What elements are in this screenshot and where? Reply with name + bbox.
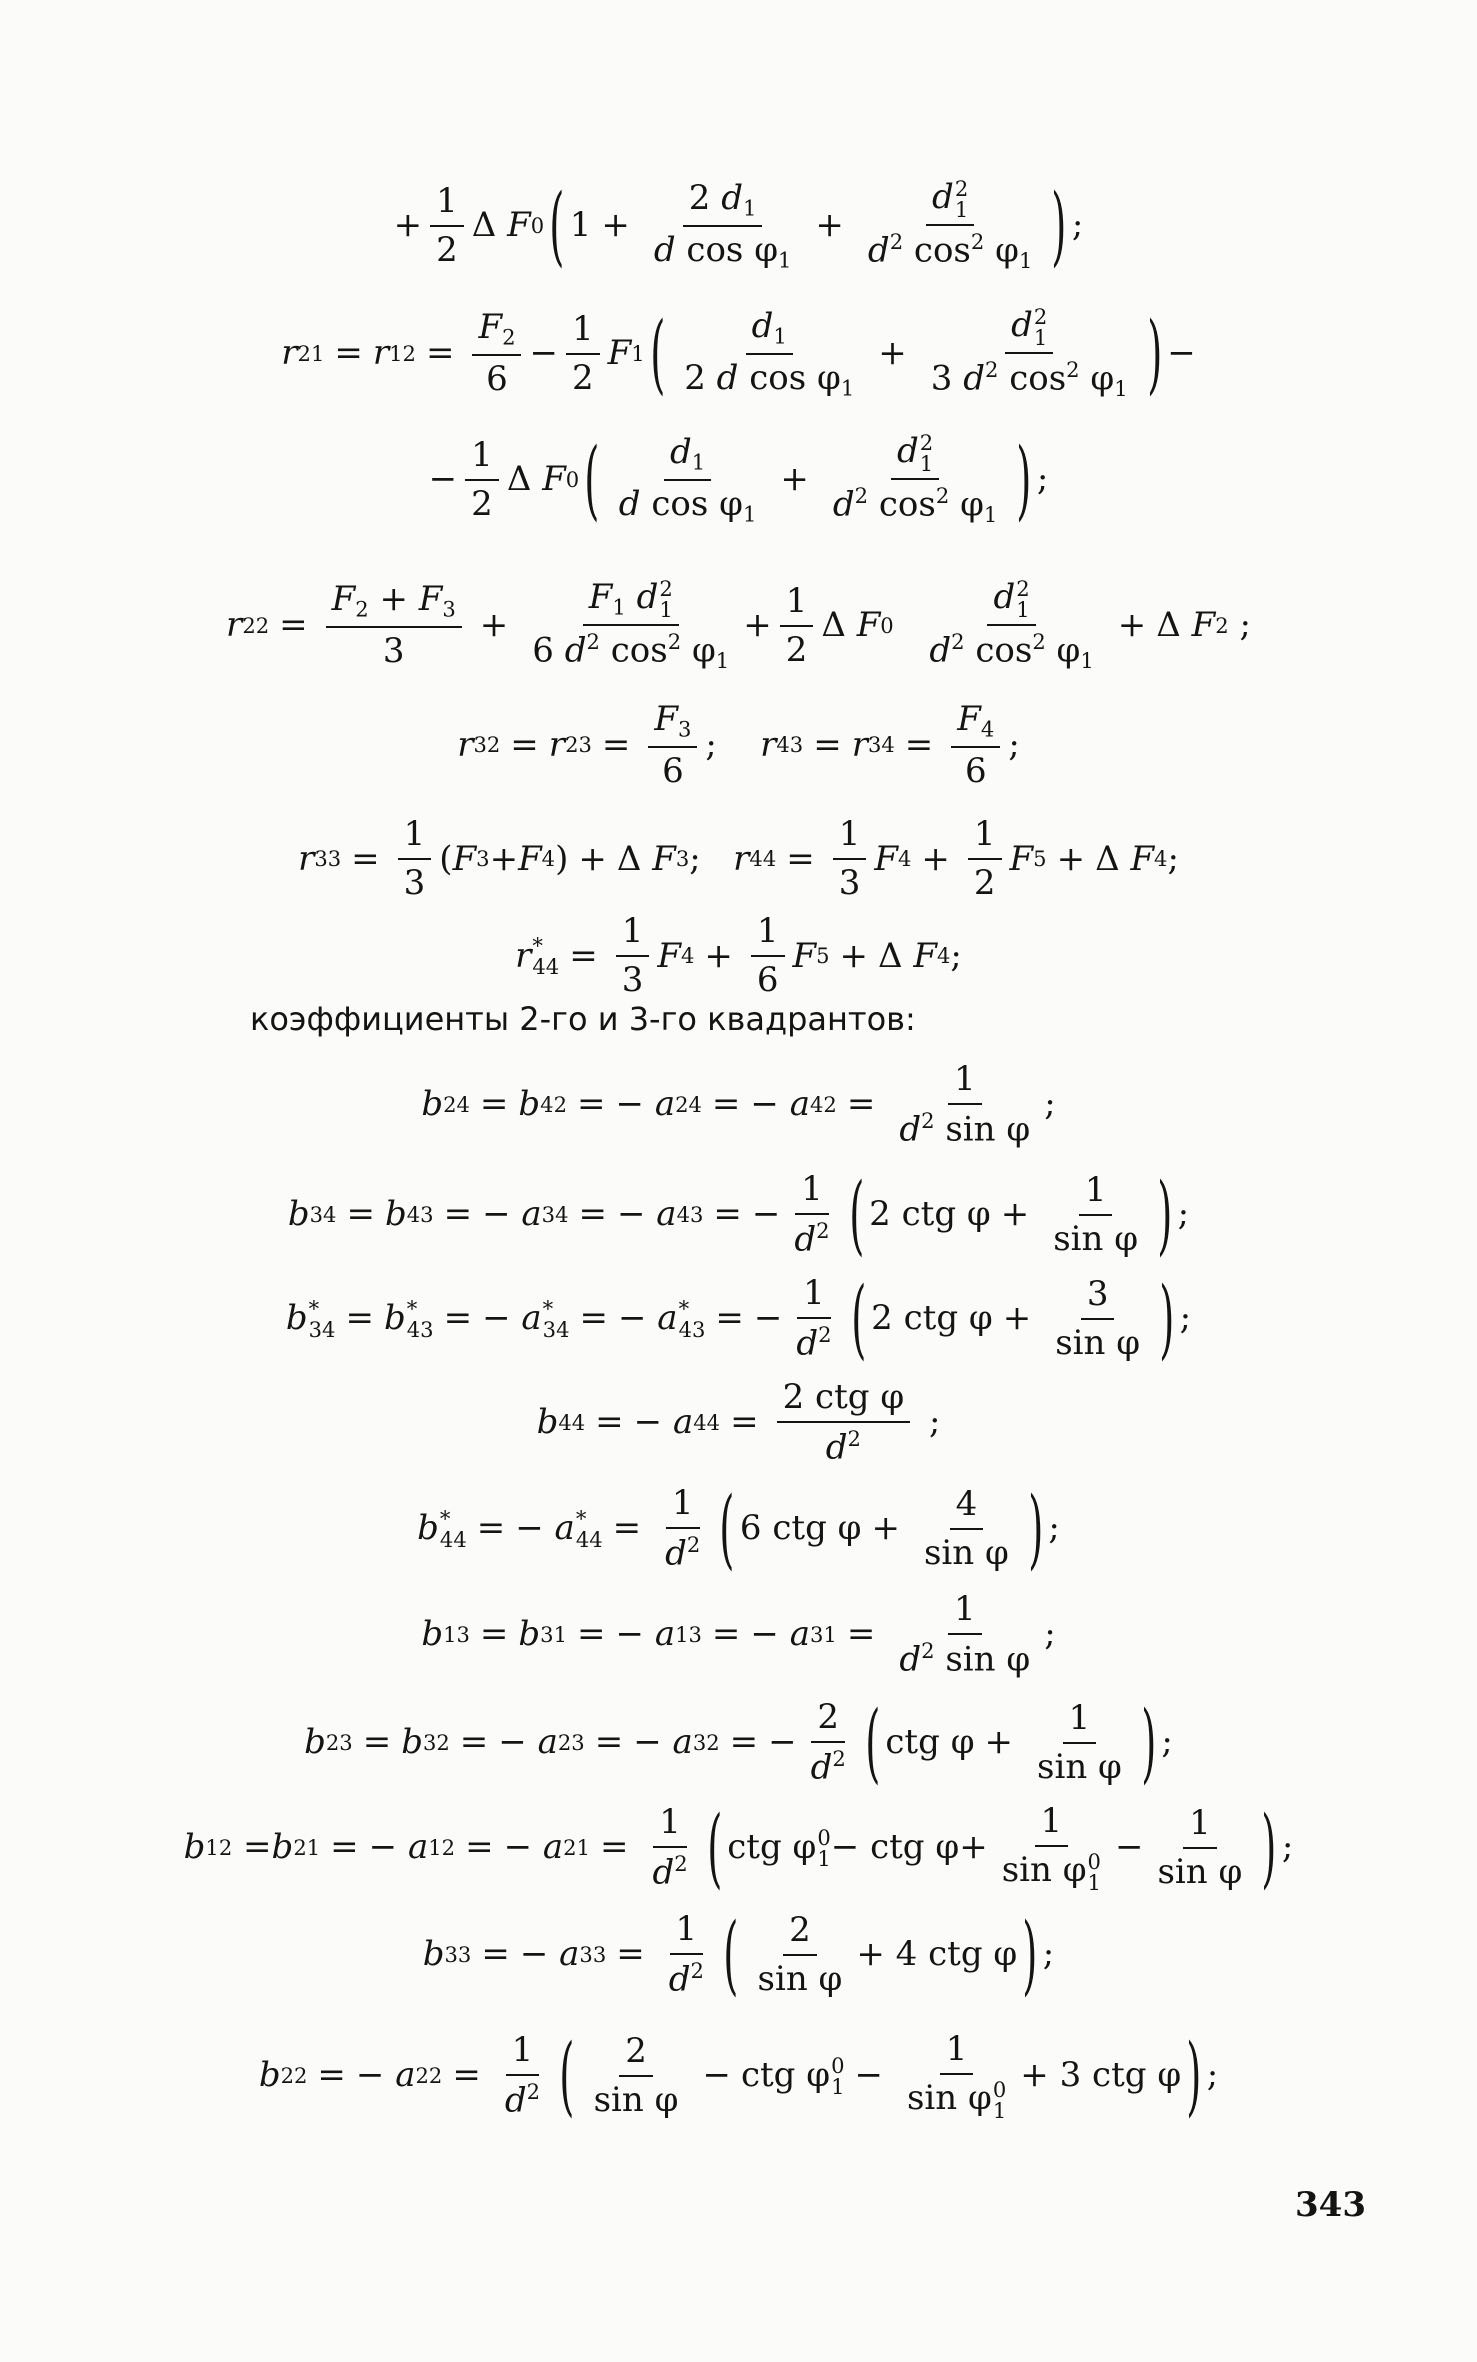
fraction: $\frac{1}{d^2}$: [652, 1801, 688, 1893]
equation-line-16: b 33 = − a 33 = $\frac{1}{d^2}$ ( $\frac{2}{\text{sin φ}}$ + 4 ctg φ ) ;: [422, 1904, 1055, 2005]
equation-line-11: b 44 = − a 44 = $\frac{\text{2 ctg φ}}{d^2}$ ;: [536, 1377, 941, 1468]
plus-sign: +: [393, 205, 423, 246]
fraction: $\frac{1}{d^2 \sin \varphi}$: [899, 1059, 1031, 1150]
fraction: [862, 178, 1038, 273]
right-paren: ): [1051, 175, 1067, 276]
fraction: $\frac{2}{\text{sin φ}}$: [593, 2030, 679, 2120]
equation-line-15: b 12 = b 21 = − a 12 = − a 21 = $\frac{1}{d^2}$ ( ctg φ 0 1 − ctg φ + 1 sin φ 0 1 − $\frac{1}{\text{sin φ}}$ ) ;: [183, 1797, 1294, 1898]
fraction: $F_1$ d 2 1 6 $d^2$ $\cos^2 \varphi_1$: [532, 576, 730, 674]
fraction: $\frac{2}{\text{sin φ}}$: [757, 1909, 843, 1999]
semicolon: ;: [1071, 205, 1084, 246]
left-paren: (: [584, 429, 600, 530]
delta-symbol: Δ: [471, 205, 497, 246]
equation-line-4: r 22 = $\frac{F_2 + F_3}{3}$ + $F_1$ d 2 1 6 $d^2$ $\cos^2 \varphi_1$ + $\frac{1}{2}$ Δ F 0 d 2 1 $d^2$ $\cos^2 \varphi_1$ + Δ F 2 ;: [226, 576, 1251, 674]
equation-line-14: b 23 = b 32 = − a 23 = − a 32 = − $\frac{2}{d^2}$ ( ctg φ + $\frac{1}{\text{sin φ}}$ ) ;: [304, 1692, 1173, 1793]
section-heading: коэффициенты 2-го и 3-го квадрантов:: [250, 1000, 916, 1038]
fraction: $\frac{1}{d^2}$: [794, 1169, 830, 1260]
fraction: $\frac{F_2}{6}$: [472, 308, 521, 399]
subscript: 0: [530, 212, 545, 238]
equation-line-13: b 13 = b 31 = − a 13 = − a 31 = $\frac{1}{d^2 \sin \varphi}$ ;: [421, 1589, 1056, 1680]
fraction: $\frac{1}{6}$: [751, 912, 785, 1000]
fraction: $\frac{1}{d^2}$: [665, 1483, 701, 1574]
fraction: d 2 1 $d^2$ $\cos^2 \varphi_1$: [929, 576, 1094, 674]
fraction: $\frac{1}{d^2 \sin \varphi}$: [899, 1589, 1031, 1680]
page-number: 343: [1295, 2185, 1366, 2225]
equation-line-8: b 24 = b 42 = − a 24 = − a 42 = $\frac{1}{d^2 \sin \varphi}$ ;: [421, 1059, 1056, 1150]
fraction: [430, 182, 464, 270]
equation-line-7: r * 44 = $\frac{1}{3}$ F 4 + $\frac{1}{6}$ F 5 + Δ F 4 ;: [515, 911, 962, 1001]
equation-line-2: r 21 = r 12 = $\frac{F_2}{6}$ − $\frac{1}{2}$ F 1 ( $\frac{d_1}{2 d \cos \varphi_1}$ + d 2 1 3 $d^2$ $\cos^2 \varphi_1$ ) −: [281, 303, 1196, 404]
fraction: $\frac{1}{2}$: [566, 310, 600, 398]
fraction: $\frac{1}{3}$: [398, 815, 432, 903]
fraction: $\frac{1}{d^2}$: [668, 1909, 704, 2000]
fraction: [648, 179, 798, 272]
denominator: 2: [436, 229, 458, 270]
fraction: $\frac{4}{\text{sin φ}}$: [923, 1483, 1009, 1573]
equation-line-17: b 22 = − a 22 = $\frac{1}{d^2}$ ( $\frac{2}{\text{sin φ}}$ − ctg φ 0 1 − 1 sin φ 0 1 + 3 ctg φ ) ;: [258, 2025, 1219, 2126]
fraction: 1 sin φ 0 1: [906, 2029, 1007, 2124]
fraction: $\frac{1}{2}$: [968, 815, 1002, 903]
fraction: d 2 1 3 $d^2$ $\cos^2 \varphi_1$: [930, 304, 1128, 402]
fraction: $\frac{1}{\text{sin φ}}$: [1157, 1802, 1243, 1892]
numerator: d 2 1: [926, 178, 974, 226]
numerator: 1: [430, 182, 464, 227]
fraction: $\frac{1}{\text{sin φ}}$: [1053, 1169, 1139, 1259]
equation-line-12: b * 44 = − a * 44 = $\frac{1}{d^2}$ ( 6 ctg φ + $\frac{4}{\text{sin φ}}$ ) ;: [417, 1478, 1060, 1579]
equation-line-9: b 34 = b 43 = − a 34 = − a 43 = − $\frac{1}{d^2}$ ( 2 ctg φ + $\frac{1}{\text{sin φ}}$ ) ;: [287, 1164, 1190, 1265]
fraction: $\frac{F_2 + F_3}{3}$: [326, 580, 462, 671]
fraction: $\frac{1}{3}$: [833, 815, 867, 903]
number: 1: [569, 205, 592, 246]
plus-sign: +: [815, 205, 844, 246]
equation-line-5: r 32 = r 23 = $\frac{F_3}{6}$ ; r 43 = r 34 = $\frac{F_4}{6}$ ;: [457, 699, 1020, 791]
fraction: $\frac{1}{d^2}$: [504, 2029, 541, 2121]
fraction: $\frac{d_1}{d \cos \varphi_1}$: [618, 432, 757, 526]
fraction: $\frac{\text{2 ctg φ}}{d^2}$: [777, 1378, 911, 1468]
numerator: 2 $d_1$: [683, 179, 763, 227]
fraction: $\frac{2}{d^2}$: [810, 1697, 846, 1788]
equation-line-1: [0, 175, 1477, 276]
symbol-F: F: [507, 205, 531, 246]
fraction: $\frac{1}{\text{sin φ}}$: [1037, 1697, 1122, 1787]
right-paren: ): [1146, 303, 1162, 404]
equation-line-3: − $\frac{1}{2}$ Δ F 0 ( $\frac{d_1}{d \cos \varphi_1}$ + d 2 1 $d^2$ $\cos^2 \varphi_1$ ) ;: [428, 429, 1049, 530]
fraction: $\frac{3}{\text{sin φ}}$: [1055, 1273, 1141, 1363]
denominator: $d^2$ $\cos^2 \varphi_1$: [867, 229, 1033, 274]
denominator: d $\cos \varphi_1$: [653, 229, 792, 272]
fraction: $\frac{F_3}{6}$: [648, 700, 697, 791]
fraction: $\frac{d_1}{2 d \cos \varphi_1}$: [684, 306, 855, 400]
fraction: $\frac{F_4}{6}$: [951, 700, 1000, 791]
left-paren: (: [549, 175, 565, 276]
fraction: $\frac{1}{3}$: [616, 912, 650, 1000]
plus-sign: +: [601, 205, 630, 246]
fraction: 1 sin φ 0 1: [1001, 1801, 1101, 1896]
fraction: d 2 1 $d^2$ $\cos^2 \varphi_1$: [832, 430, 998, 528]
equation-line-6: r 33 = $\frac{1}{3}$ ( F 3 + F 4 ) + Δ F 3 ; r 44 = $\frac{1}{3}$ F 4 + $\frac{1}{2}$ F 5 + Δ F 4 ;: [298, 814, 1179, 904]
right-paren: ): [1016, 429, 1032, 530]
fraction: $\frac{1}{2}$: [465, 436, 499, 524]
equation-line-10: b * 34 = b * 43 = − a * 34 = − a * 43 = − $\frac{1}{d^2}$ ( 2 ctg φ + $\frac{3}{\text{sin φ}}$ ) ;: [285, 1268, 1192, 1369]
fraction: $\frac{1}{d^2}$: [796, 1273, 832, 1364]
left-paren: (: [649, 303, 665, 404]
fraction: $\frac{1}{2}$: [780, 582, 814, 670]
